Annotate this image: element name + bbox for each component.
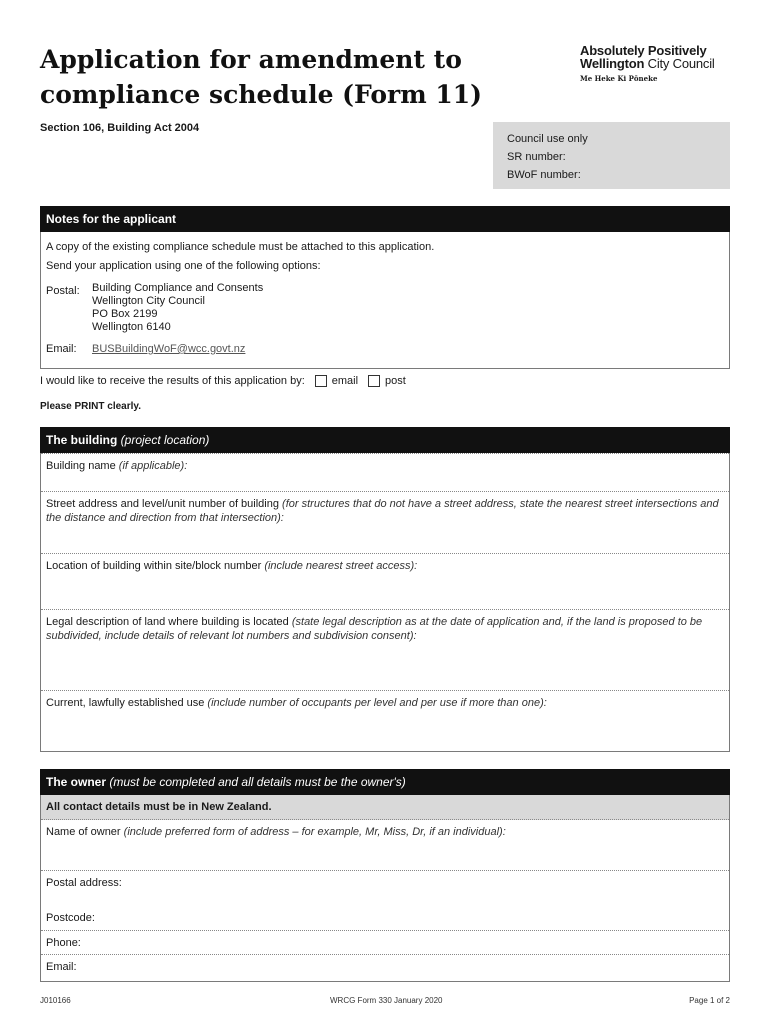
email-row	[46, 340, 724, 359]
phone-field[interactable]: Phone:	[41, 930, 729, 954]
notes-line1: A copy of the existing compliance schedule must be attached to this application.	[46, 241, 435, 253]
footer-code: J010166	[40, 996, 71, 1005]
page-subtitle: Section 106, Building Act 2004	[40, 122, 200, 134]
postal-address-field[interactable]: Postal address:	[41, 870, 729, 906]
legal-description-field[interactable]: Legal description of land where building is located (state legal description as at the date of application and, if the land is proposed to be subdivided, include details of relevant lot numbers and subdivision consent):	[41, 609, 729, 690]
email-label: Email:	[46, 343, 77, 355]
council-use-label: Council use only	[507, 133, 588, 145]
receive-results-row	[40, 375, 406, 387]
receive-text: I would like to receive the results of this application by:	[40, 375, 305, 387]
owner-section	[40, 769, 730, 982]
postal-address: Building Compliance and Consents Wellington City Council PO Box 2199 Wellington 6140	[92, 282, 264, 333]
building-section	[40, 427, 730, 752]
logo-line2: Wellington City Council	[580, 56, 715, 71]
postal-row	[46, 282, 724, 334]
page-title: Application for amendment to compliance schedule (Form 11)	[40, 45, 483, 109]
bwof-number-field[interactable]: BWoF number:	[507, 169, 581, 181]
notes-line2: Send your application using one of the following options:	[46, 260, 321, 272]
building-name-field[interactable]: Building name (if applicable):	[41, 453, 729, 491]
logo-line1: Absolutely Positively	[580, 43, 707, 58]
email-option-label: email	[331, 375, 359, 387]
location-field[interactable]: Location of building within site/block number (include nearest street access):	[41, 553, 729, 609]
building-heading: The building (project location)	[40, 427, 730, 453]
notes-section	[40, 206, 730, 369]
footer-form: WRCG Form 330 January 2020	[330, 996, 443, 1005]
sr-number-field[interactable]: SR number:	[507, 151, 566, 163]
owner-heading: The owner (must be completed and all details must be the owner's)	[40, 769, 730, 795]
current-use-field[interactable]: Current, lawfully established use (include number of occupants per level and per use if more than one):	[41, 690, 729, 750]
postcode-field[interactable]: Postcode:	[46, 912, 95, 924]
postal-label: Postal:	[46, 285, 80, 297]
footer-page: Page 1 of 2	[689, 996, 730, 1005]
owner-name-field[interactable]: Name of owner (include preferred form of address – for example, Mr, Miss, Dr, if an individual):	[46, 826, 506, 838]
email-checkbox[interactable]	[315, 375, 327, 387]
council-logo	[580, 44, 740, 83]
post-checkbox[interactable]	[368, 375, 380, 387]
notes-heading: Notes for the applicant	[40, 206, 730, 232]
council-use-box	[493, 122, 730, 189]
email-link[interactable]: BUSBuildingWoF@wcc.govt.nz	[92, 343, 246, 355]
post-option-label: post	[385, 375, 406, 387]
print-note: Please PRINT clearly.	[40, 401, 141, 412]
owner-note: All contact details must be in New Zealand.	[41, 795, 729, 820]
street-address-field[interactable]: Street address and level/unit number of building (for structures that do not have a street address, state the nearest street intersections and the distance and direction from that intersection):	[41, 491, 729, 553]
email-field[interactable]: Email:	[41, 954, 729, 978]
logo-line3: Me Heke Ki Pōneke	[580, 74, 658, 83]
